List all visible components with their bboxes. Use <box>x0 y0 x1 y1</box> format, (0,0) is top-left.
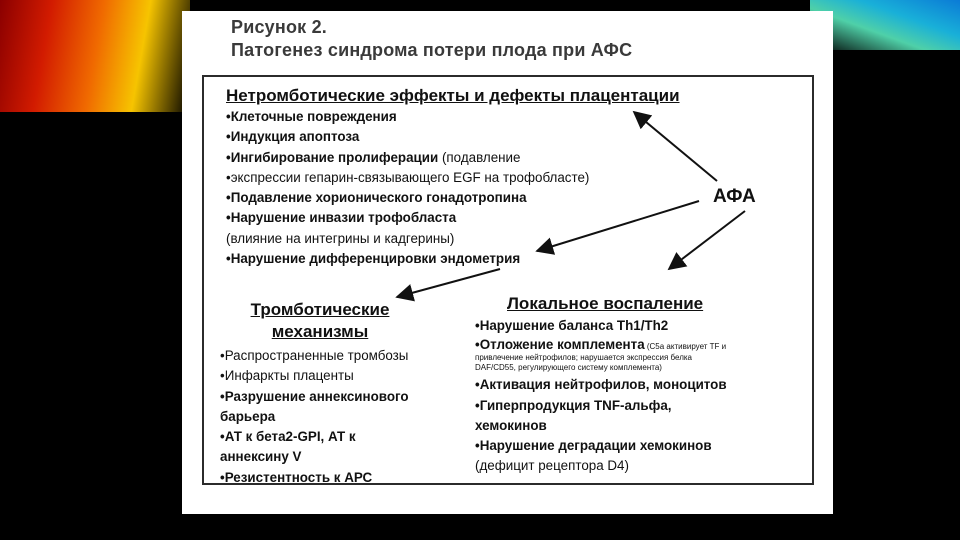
inflammation-item-neutrophils: •Активация нейтрофилов, моноцитов <box>475 377 727 393</box>
figure-label: Рисунок 2. <box>231 17 327 37</box>
thrombotic-item-bold: •Разрушение аннексинового <box>220 388 409 404</box>
nonthrombotic-heading: Нетромботические эффекты и дефекты плацентации <box>226 86 680 105</box>
nonthrombotic-item-bold: •Индукция апоптоза <box>226 129 360 145</box>
thrombotic-item-bold: барьера <box>220 408 276 424</box>
arrow-endometrium-to-thrombotic <box>397 269 500 297</box>
nonthrombotic-item-bold: •Ингибирование пролиферации <box>226 149 439 165</box>
complement-note-line3: DAF/CD55, регулирующего систему комплемента) <box>475 363 662 373</box>
thrombotic-item-bold: •АТ к бета2-GPI, АТ к <box>220 429 356 445</box>
thrombotic-item-normal: •Инфаркты плаценты <box>220 368 354 384</box>
inflammation-item-chemokines: хемокинов <box>475 417 547 433</box>
nonthrombotic-item-normal: •экспрессии гепарин-связывающего EGF на трофобласте) <box>226 169 590 185</box>
decor-gradient-left <box>0 0 190 112</box>
nonthrombotic-item-normal: (влияние на интегрины и кадгерины) <box>226 230 455 246</box>
nonthrombotic-item-bold: •Нарушение дифференцировки эндометрия <box>226 251 521 267</box>
complement-note-line2: привлечение нейтрофилов; нарушается экспрессия белка <box>475 353 692 363</box>
thrombotic-item-bold: аннексину V <box>220 449 302 465</box>
nonthrombotic-item-bold: •Нарушение инвазии трофобласта <box>226 210 457 226</box>
figure-heading: Патогенез синдрома потери плода при АФС <box>231 40 633 60</box>
thrombotic-item-bold: •Резистентность к АРС <box>220 469 373 485</box>
inflammation-item-tnf: •Гиперпродукция TNF-альфа, <box>475 397 672 413</box>
arrows-layer <box>182 11 833 514</box>
afa-node: АФА <box>713 186 756 207</box>
thrombotic-heading-line1: Тромботические <box>250 300 390 319</box>
thrombotic-item-normal: •Распространенные тромбозы <box>220 348 409 363</box>
complement-note: (C5a активирует TF и <box>644 342 727 352</box>
inflammation-item-th1th2: •Нарушение баланса Th1/Th2 <box>475 318 669 333</box>
inflammation-item-degradation: •Нарушение деградации хемокинов <box>475 438 712 454</box>
nonthrombotic-item-bold: •Подавление хорионического гонадотропина <box>226 190 527 206</box>
figure-panel <box>182 11 833 514</box>
inflammation-item-d4: (дефицит рецептора D4) <box>475 458 629 474</box>
arrow-afa-to-nonthrombotic <box>634 112 717 181</box>
complement-label: •Отложение комплемента <box>475 337 645 353</box>
thrombotic-heading-line2: механизмы <box>271 322 369 341</box>
inflammation-heading: Локальное воспаление <box>507 294 704 313</box>
nonthrombotic-item-bold: •Клеточные повреждения <box>226 109 397 124</box>
arrow-afa-to-endometrium <box>537 201 699 251</box>
nonthrombotic-item-normal: (подавление <box>438 149 521 165</box>
arrow-afa-to-inflammation <box>669 211 745 269</box>
